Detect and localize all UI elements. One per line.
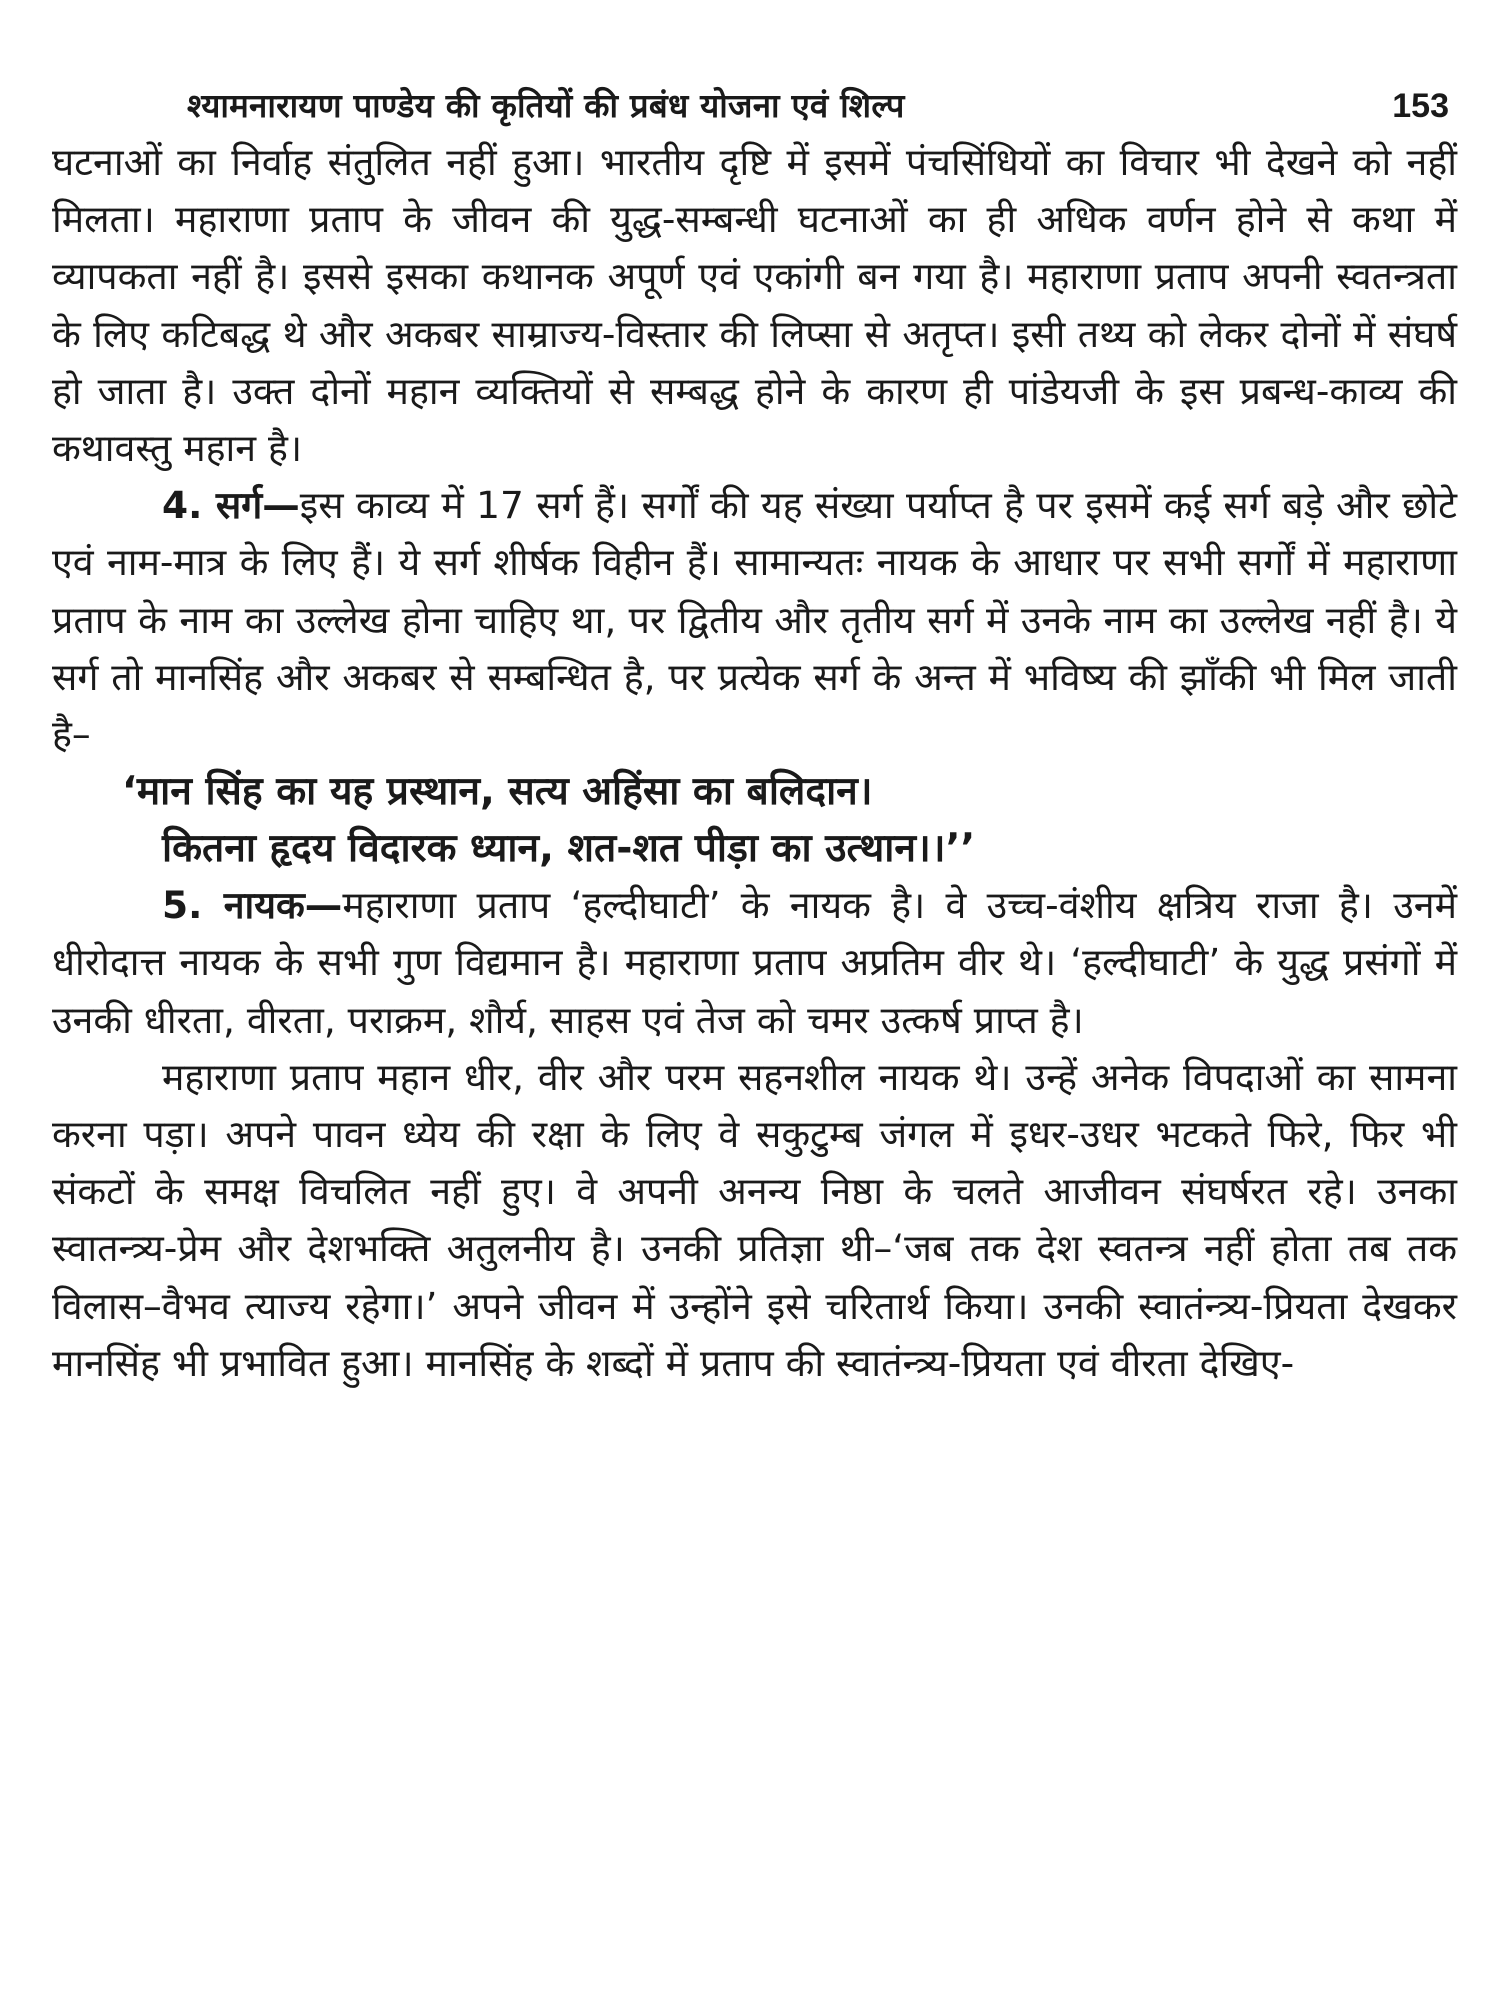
paragraph-hero — [52, 877, 1457, 1049]
paragraph-plot-conclusion: घटनाओं का निर्वाह संतुलित नहीं हुआ। भारतीय दृष्टि में इसमें पंचसिंधियों का विचार भी देखने को नहीं मिलता। महाराणा प्रताप के जीवन की युद्ध-सम्बन्धी घटनाओं का ही अधिक वर्णन होने से कथा में व्यापकता नहीं है। इससे इसका कथानक अपूर्ण एवं एकांगी बन गया है। महाराणा प्रताप अपनी स्वतन्त्रता के लिए कटिबद्ध थे और अकबर साम्राज्य-विस्तार की लिप्सा से अतृप्त। इसी तथ्य को लेकर दोनों में संघर्ष हो जाता है। उक्त दोनों महान व्यक्तियों से सम्बद्ध होने के कारण ही पांडेयजी के इस प्रबन्ध-काव्य की कथावस्तु महान है। — [52, 140, 1457, 471]
page-number: 153 — [1392, 87, 1449, 125]
paragraph-cantos — [52, 477, 1457, 763]
page-body — [52, 134, 1457, 1392]
paragraph-hero-qualities: महाराणा प्रताप महान धीर, वीर और परम सहनशील नायक थे। उन्हें अनेक विपदाओं का सामना करना पड़ा। अपने पावन ध्येय की रक्षा के लिए वे सकुटुम्ब जंगल में इधर-उधर भटकते फिरे, फिर भी संकटों के समक्ष विचलित नहीं हुए। वे अपनी अनन्य निष्ठा के चलते आजीवन संघर्षरत रहे। उनका स्वातन्त्र्य-प्रेम और देशभक्ति अतुलनीय है। उनकी प्रतिज्ञा थी–‘जब तक देश स्वतन्त्र नहीं होता तब तक विलास–वैभव त्याज्य रहेगा।’ अपने जीवन में उन्होंने इसे चरितार्थ किया। उनकी स्वातंन्त्र्य-प्रियता देखकर मानसिंह भी प्रभावित हुआ। मानसिंह के शब्दों में प्रताप की स्वातंन्त्र्य-प्रियता एवं वीरता देखिए- — [52, 1054, 1457, 1385]
paragraph-hero-text: महाराणा प्रताप ‘हल्दीघाटी’ के नायक है। वे उच्च-वंशीय क्षत्रिय राजा है। उनमें धीरोदात्त नायक के सभी गुण विद्यमान है। महाराणा प्रताप अप्रतिम वीर थे। ‘हल्दीघाटी’ के युद्ध प्रसंगों में उनकी धीरता, वीरता, पराक्रम, शौर्य, साहस एवं तेज को चमर उत्कर्ष प्राप्त है। — [52, 883, 1458, 1042]
book-page — [52, 78, 1457, 1392]
verse-line-2: कितना हृदय विदारक ध्यान, शत-शत पीड़ा का उत्थान।।’’ — [162, 826, 976, 872]
section-heading-hero: 5. नायक— — [162, 883, 343, 928]
header-title: श्यामनारायण पाण्डेय की कृतियों की प्रबंध योजना एवं शिल्प — [187, 86, 905, 125]
section-heading-cantos: 4. सर्ग— — [162, 483, 300, 528]
running-header — [52, 78, 1457, 134]
paragraph-cantos-text: इस काव्य में 17 सर्ग हैं। सर्गों की यह संख्या पर्याप्त है पर इसमें कई सर्ग बड़े और छोटे एवं नाम-मात्र के लिए हैं। ये सर्ग शीर्षक विहीन हैं। सामान्यतः नायक के आधार पर सभी सर्गों में महाराणा प्रताप के नाम का उल्लेख होना चाहिए था, पर द्वितीय और तृतीय सर्ग में उनके नाम का उल्लेख नहीं है। ये सर्ग तो मानसिंह और अकबर से सम्बन्धित है, पर प्रत्येक सर्ग के अन्त में भविष्य की झाँकी भी मिल जाती है– — [52, 483, 1457, 757]
verse-line-1: ‘मान सिंह का यह प्रस्थान, सत्य अहिंसा का बलिदान। — [122, 769, 873, 815]
